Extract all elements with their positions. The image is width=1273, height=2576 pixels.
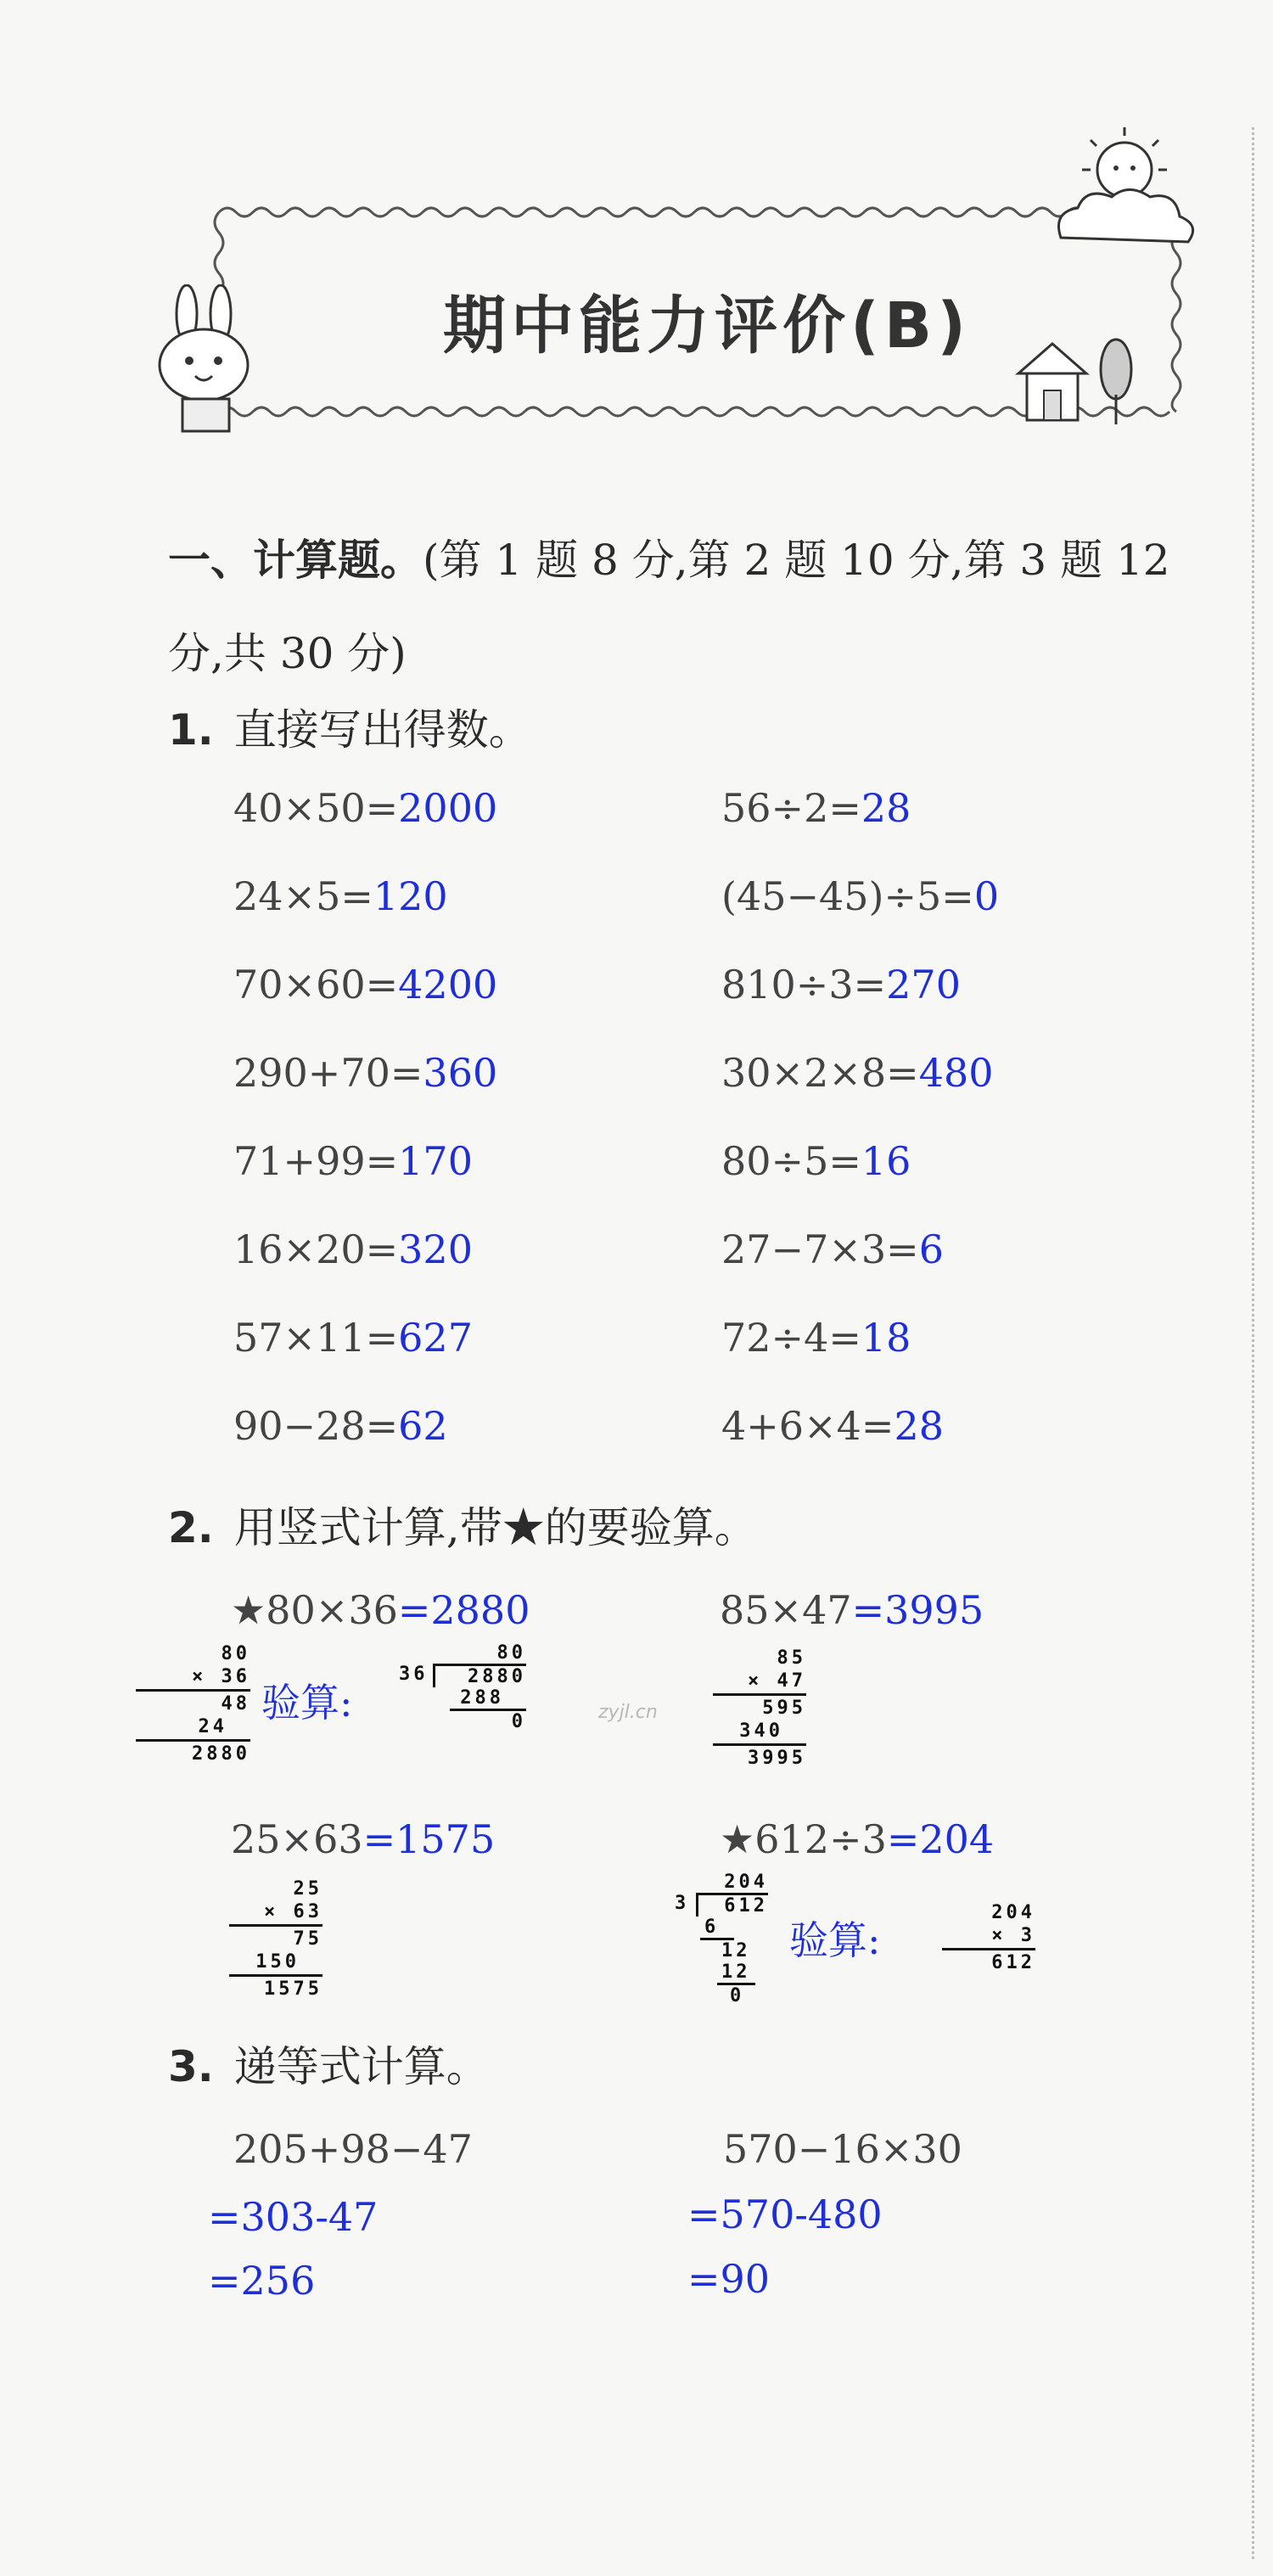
mental-math-item — [721, 1403, 944, 1449]
mental-math-item — [233, 1138, 473, 1184]
problem-expr: ★612÷3 — [720, 1816, 887, 1862]
problem-612div3 — [720, 1816, 994, 1862]
item-expr: 24×5= — [233, 873, 373, 919]
problem-answer: =2880 — [397, 1587, 530, 1633]
mental-math-item — [721, 1050, 994, 1096]
step-calc-left-step2: =256 — [208, 2258, 316, 2304]
problem-expr: 25×63 — [231, 1816, 363, 1862]
item-answer: 16 — [861, 1138, 911, 1184]
vertical-calc-80x36 — [136, 1642, 250, 1765]
dividend: 612 — [696, 1893, 768, 1917]
problem-answer: =1575 — [362, 1816, 496, 1862]
mental-math-item — [721, 962, 961, 1007]
mental-math-item — [233, 1226, 473, 1272]
vert-row: 3995 — [748, 1748, 806, 1769]
mental-math-item — [233, 1050, 497, 1096]
section-heading — [168, 514, 1195, 700]
question-number: 3. — [168, 2042, 214, 2091]
page-edge-dots — [1252, 127, 1254, 2559]
section-label: 一、计算题。 — [168, 536, 423, 585]
partial: 6 — [704, 1917, 720, 1938]
item-expr: 290+70= — [233, 1050, 423, 1096]
step-calc-right-step1: =570-480 — [687, 2192, 883, 2237]
vert-row: 24 — [198, 1716, 227, 1737]
item-answer: 0 — [973, 873, 1000, 919]
vert-row: 75 — [293, 1928, 322, 1950]
vert-row: × 47 — [748, 1670, 806, 1692]
problem-25x63 — [231, 1816, 495, 1862]
item-expr: 72÷4= — [721, 1315, 861, 1361]
step-calc-right-step2: =90 — [687, 2256, 771, 2302]
section-note: (第 1 题 8 分,第 2 题 10 分,第 3 题 12 分,共 30 分) — [168, 536, 1170, 678]
question-number: 1. — [168, 705, 214, 755]
item-answer: 320 — [398, 1226, 473, 1272]
vert-line — [229, 1924, 322, 1927]
vert-row: × 63 — [264, 1901, 322, 1922]
item-expr: 70×60= — [233, 962, 399, 1007]
item-answer: 480 — [918, 1050, 994, 1096]
item-expr: 30×2×8= — [721, 1050, 919, 1096]
remainder: 0 — [511, 1711, 526, 1732]
mental-math-item — [721, 1315, 911, 1361]
mental-math-item — [721, 1138, 911, 1184]
item-expr: 16×20= — [233, 1226, 399, 1272]
item-answer: 6 — [918, 1226, 944, 1272]
page-title: 期中能力评价(B) — [442, 289, 972, 362]
problem-expr: ★80×36 — [231, 1587, 398, 1633]
vert-line — [136, 1689, 250, 1692]
partial: 12 — [721, 1961, 751, 1983]
question-text: 用竖式计算,带★的要验算。 — [233, 1503, 757, 1552]
item-answer: 270 — [886, 962, 961, 1007]
mental-math-item — [721, 785, 911, 831]
house-tree-icon — [1001, 323, 1146, 433]
item-answer: 2000 — [398, 785, 498, 831]
question-2-title — [168, 1494, 757, 1555]
question-text: 直接写出得数。 — [233, 705, 531, 755]
vert-row: 85 — [777, 1647, 806, 1669]
mental-math-item — [233, 962, 497, 1007]
question-3-title — [168, 2033, 489, 2094]
problem-answer: =204 — [886, 1816, 995, 1862]
problem-expr: 85×47 — [720, 1587, 852, 1633]
check-division-2880 — [399, 1642, 526, 1732]
vert-line — [136, 1739, 250, 1742]
question-number: 2. — [168, 1503, 214, 1552]
item-expr: 90−28= — [233, 1403, 399, 1449]
vertical-calc-85x47 — [713, 1647, 806, 1770]
dividend: 2880 — [433, 1664, 526, 1687]
check-calc-204x3 — [942, 1901, 1035, 1974]
vert-row: 48 — [221, 1693, 250, 1715]
item-expr: 71+99= — [233, 1138, 399, 1184]
vert-row: 204 — [991, 1902, 1035, 1923]
quotient: 80 — [496, 1642, 526, 1664]
item-expr: 810÷3= — [721, 962, 887, 1007]
vert-row: 25 — [293, 1878, 322, 1900]
vert-row: 1575 — [264, 1978, 322, 2000]
step-calc-right-expr: 570−16×30 — [723, 2126, 962, 2172]
mental-math-item — [233, 785, 497, 831]
vert-row: 150 — [255, 1951, 300, 1973]
item-expr: 27−7×3= — [721, 1226, 919, 1272]
vert-row: × 3 — [991, 1925, 1035, 1946]
mental-math-item — [721, 873, 999, 919]
question-1-title — [168, 696, 531, 757]
item-expr: (45−45)÷5= — [721, 873, 974, 919]
item-answer: 4200 — [398, 962, 498, 1007]
item-answer: 18 — [861, 1315, 911, 1361]
vert-row: 612 — [991, 1952, 1035, 1973]
vertical-calc-25x63 — [229, 1877, 322, 2001]
item-answer: 360 — [423, 1050, 498, 1096]
problem-80x36 — [231, 1587, 530, 1633]
step-calc-left-step1: =303-47 — [208, 2194, 379, 2240]
remainder: 0 — [730, 1985, 745, 2006]
sun-cloud-icon — [1044, 119, 1214, 263]
item-expr: 4+6×4= — [721, 1403, 894, 1449]
item-answer: 62 — [398, 1403, 448, 1449]
item-expr: 57×11= — [233, 1315, 399, 1361]
item-answer: 627 — [398, 1315, 473, 1361]
partial: 288 — [460, 1687, 504, 1709]
item-answer: 28 — [894, 1403, 944, 1449]
vert-line — [942, 1948, 1035, 1950]
item-expr: 56÷2= — [721, 785, 861, 831]
vert-line — [713, 1743, 806, 1746]
problem-answer: =3995 — [851, 1587, 984, 1633]
item-answer: 28 — [861, 785, 911, 831]
item-expr: 40×50= — [233, 785, 399, 831]
quotient: 204 — [724, 1872, 768, 1893]
mental-math-item — [233, 1315, 473, 1361]
question-text: 递等式计算。 — [233, 2042, 489, 2091]
divisor: 36 — [399, 1664, 429, 1685]
item-answer: 170 — [398, 1138, 473, 1184]
mental-math-item — [233, 1403, 448, 1449]
mental-math-item — [233, 873, 448, 919]
vert-row: 80 — [221, 1643, 250, 1664]
vert-row: 595 — [762, 1698, 806, 1719]
problem-85x47 — [720, 1587, 984, 1633]
vert-line — [713, 1693, 806, 1696]
bunny-icon — [149, 284, 259, 437]
vert-row: × 36 — [192, 1666, 250, 1687]
vert-line — [229, 1974, 322, 1977]
check-label: 验算: — [261, 1680, 353, 1726]
vert-row: 2880 — [192, 1743, 250, 1765]
item-expr: 80÷5= — [721, 1138, 861, 1184]
item-answer: 120 — [373, 873, 448, 919]
vert-row: 340 — [739, 1720, 783, 1742]
divisor: 3 — [675, 1893, 690, 1914]
check-label: 验算: — [789, 1917, 881, 1963]
watermark: zyjl.cn — [598, 1702, 658, 1723]
partial: 12 — [721, 1940, 751, 1961]
step-calc-left-expr: 205+98−47 — [233, 2126, 473, 2172]
vertical-division-612 — [675, 1872, 768, 2006]
mental-math-item — [721, 1226, 944, 1272]
